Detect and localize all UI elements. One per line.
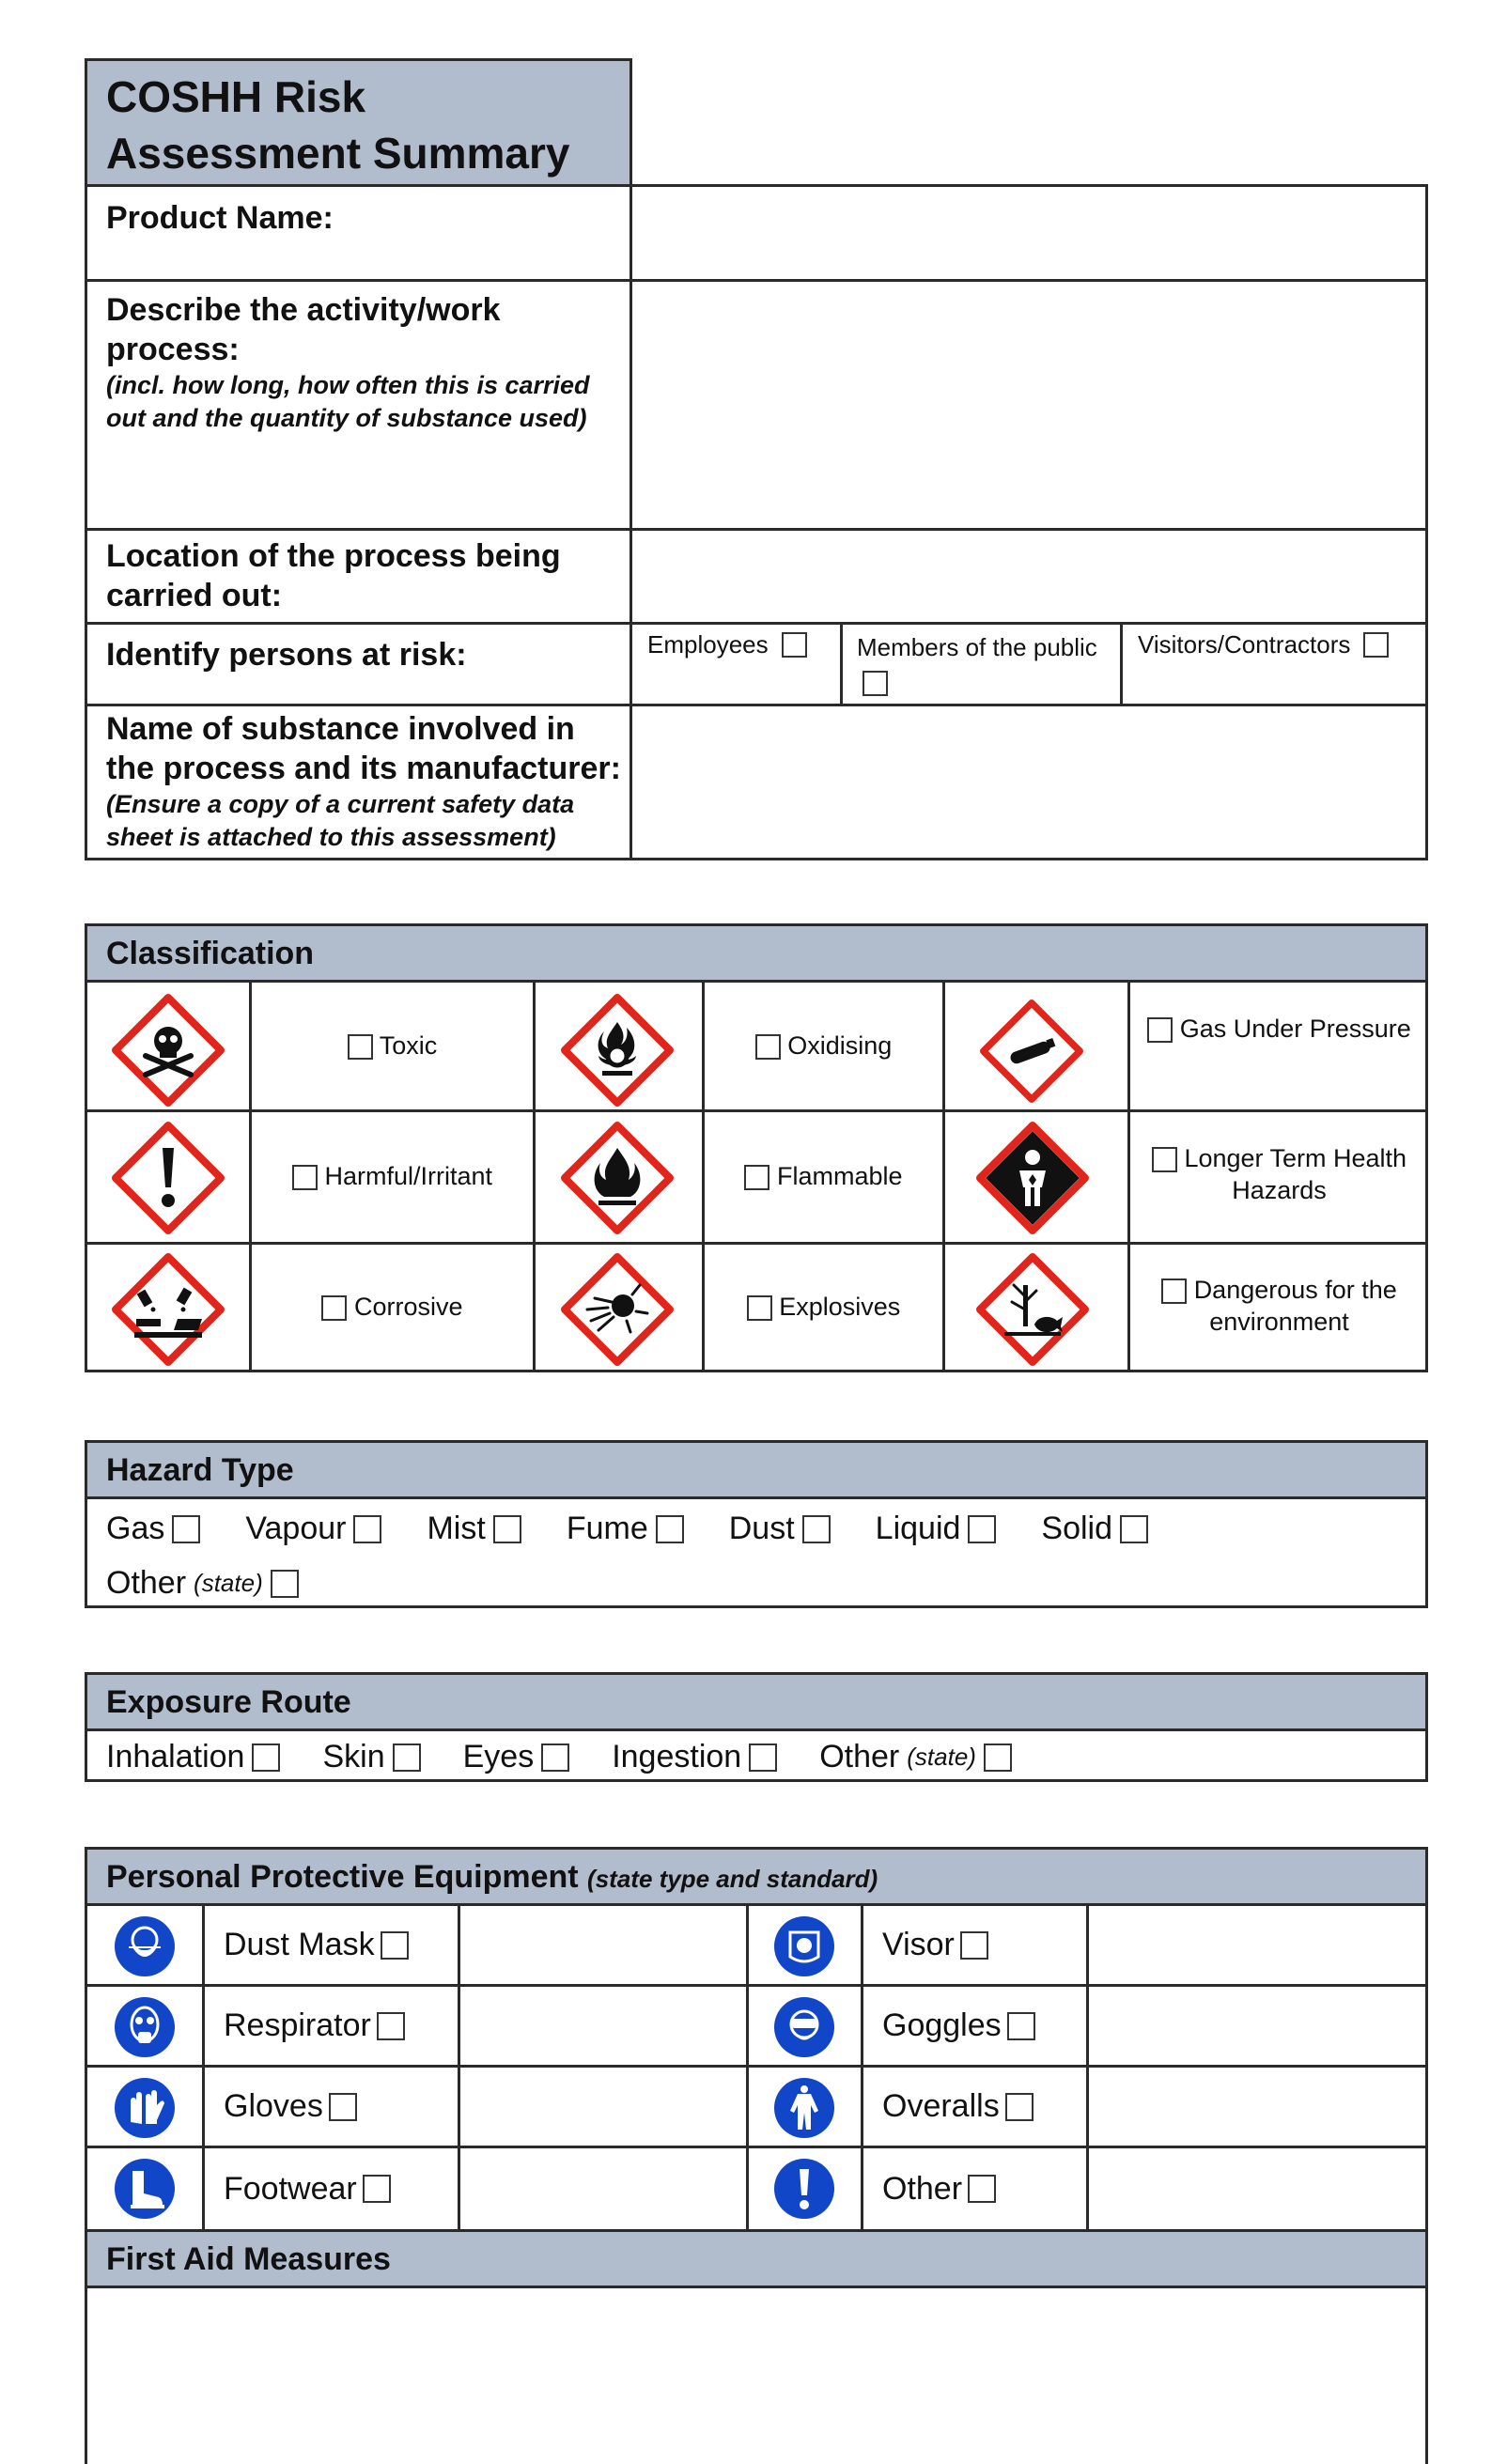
- mist-checkbox[interactable]: [493, 1515, 521, 1543]
- exposure-route-options: [106, 1739, 1012, 1775]
- ppe-other-checkbox[interactable]: [968, 2175, 996, 2203]
- flammable-checkbox[interactable]: [744, 1165, 769, 1190]
- route-skin[interactable]: Skin: [322, 1739, 420, 1775]
- activity-note: (incl. how long, how often this is carried out and the quantity of substance used): [106, 371, 590, 432]
- overalls-checkbox[interactable]: [1005, 2093, 1034, 2121]
- footwear-checkbox[interactable]: [363, 2175, 391, 2203]
- hazard-fume[interactable]: Fume: [567, 1511, 684, 1547]
- overalls-icon: [773, 2077, 835, 2139]
- environment-icon: [976, 1253, 1089, 1366]
- hazard-solid[interactable]: Solid: [1041, 1511, 1148, 1547]
- longer-term-health-option[interactable]: Longer Term Health Hazards: [1130, 1142, 1428, 1206]
- corrosive-option[interactable]: Corrosive: [252, 1291, 533, 1323]
- hazard-gas[interactable]: Gas: [106, 1511, 200, 1547]
- first-aid-field[interactable]: [85, 2286, 1428, 2464]
- health-hazard-icon: [976, 1122, 1089, 1234]
- gas-under-pressure-checkbox[interactable]: [1147, 1017, 1173, 1043]
- public-checkbox[interactable]: [863, 671, 888, 696]
- ppe-header: [85, 1847, 1428, 1906]
- ppe-overalls[interactable]: Overalls: [882, 2068, 1034, 2146]
- dust-mask-checkbox[interactable]: [381, 1931, 409, 1960]
- first-aid-header: [85, 2229, 1428, 2288]
- hazard-liquid[interactable]: Liquid: [876, 1511, 997, 1547]
- person-option-visitors[interactable]: Visitors/Contractors: [1138, 630, 1389, 659]
- activity-block: [106, 290, 614, 435]
- gloves-checkbox[interactable]: [329, 2093, 357, 2121]
- exploding-bomb-icon: [561, 1253, 674, 1366]
- visor-checkbox[interactable]: [960, 1931, 988, 1960]
- route-other-checkbox[interactable]: [984, 1743, 1012, 1772]
- hazard-type-header: [85, 1440, 1428, 1499]
- solid-checkbox[interactable]: [1120, 1515, 1148, 1543]
- exposure-route-header: [85, 1672, 1428, 1731]
- goggles-checkbox[interactable]: [1007, 2012, 1035, 2040]
- liquid-checkbox[interactable]: [968, 1515, 996, 1543]
- flame-icon: [561, 1122, 674, 1234]
- hazard-dust[interactable]: Dust: [729, 1511, 831, 1547]
- explosives-checkbox[interactable]: [747, 1295, 772, 1321]
- ppe-visor[interactable]: Visor: [882, 1906, 988, 1984]
- persons-label: Identify persons at risk:: [106, 637, 467, 673]
- respirator-icon: [114, 1996, 176, 2058]
- visor-icon: [773, 1915, 835, 1977]
- classification-title: Classification: [106, 936, 315, 971]
- dust-checkbox[interactable]: [802, 1515, 831, 1543]
- product-name-field[interactable]: [632, 187, 1428, 279]
- hazard-mist[interactable]: Mist: [427, 1511, 521, 1547]
- flame-over-circle-icon: [561, 994, 674, 1107]
- respirator-checkbox[interactable]: [377, 2012, 405, 2040]
- exposure-route-box: [85, 1728, 1428, 1782]
- toxic-option[interactable]: Toxic: [252, 1030, 533, 1062]
- dangerous-environment-checkbox[interactable]: [1161, 1278, 1187, 1304]
- title-box: [85, 58, 632, 187]
- longer-term-health-checkbox[interactable]: [1152, 1147, 1177, 1172]
- oxidising-checkbox[interactable]: [755, 1034, 781, 1060]
- substance-block: [106, 709, 628, 854]
- gas-cylinder-icon: [980, 1000, 1083, 1103]
- eyes-checkbox[interactable]: [541, 1743, 569, 1772]
- ppe-footwear[interactable]: Footwear: [224, 2148, 391, 2229]
- activity-field[interactable]: [632, 282, 1428, 528]
- route-eyes[interactable]: Eyes: [463, 1739, 570, 1775]
- route-inhalation[interactable]: Inhalation: [106, 1739, 280, 1775]
- gloves-icon: [114, 2077, 176, 2139]
- exclamation-icon: [773, 2158, 835, 2220]
- ppe-table: [85, 1903, 1428, 2232]
- corrosive-checkbox[interactable]: [321, 1295, 347, 1321]
- dust-mask-icon: [114, 1915, 176, 1977]
- corrosion-icon: [112, 1253, 225, 1366]
- explosives-option[interactable]: Explosives: [705, 1291, 942, 1323]
- ppe-goggles[interactable]: Goggles: [882, 1987, 1035, 2065]
- activity-label: Describe the activity/work process:: [106, 292, 501, 367]
- fume-checkbox[interactable]: [656, 1515, 684, 1543]
- ingestion-checkbox[interactable]: [749, 1743, 777, 1772]
- harmful-irritant-option[interactable]: Harmful/Irritant: [252, 1160, 533, 1192]
- page-title: COSHH Risk Assessment Summary: [106, 72, 570, 178]
- details-table: [85, 184, 1428, 860]
- route-ingestion[interactable]: Ingestion: [612, 1739, 777, 1775]
- hazard-type-options: [106, 1511, 1148, 1547]
- flammable-option[interactable]: Flammable: [705, 1160, 942, 1192]
- skin-checkbox[interactable]: [393, 1743, 421, 1772]
- boots-icon: [114, 2158, 176, 2220]
- first-aid-title: First Aid Measures: [106, 2241, 391, 2277]
- ppe-other[interactable]: Other: [882, 2148, 996, 2229]
- substance-field[interactable]: [632, 706, 1428, 858]
- substance-note: (Ensure a copy of a current safety data sheet is attached to this assessment): [106, 790, 575, 851]
- harmful-irritant-checkbox[interactable]: [292, 1165, 318, 1190]
- toxic-checkbox[interactable]: [348, 1034, 373, 1060]
- vapour-checkbox[interactable]: [353, 1515, 381, 1543]
- hazard-other-checkbox[interactable]: [271, 1570, 299, 1598]
- ppe-dust-mask[interactable]: Dust Mask: [224, 1906, 409, 1984]
- goggles-icon: [773, 1996, 835, 2058]
- skull-crossbones-icon: [112, 994, 225, 1107]
- visitors-checkbox[interactable]: [1363, 632, 1389, 658]
- employees-checkbox[interactable]: [782, 632, 807, 658]
- ppe-gloves[interactable]: Gloves: [224, 2068, 357, 2146]
- dangerous-environment-option[interactable]: Dangerous for the environment: [1130, 1274, 1428, 1338]
- person-option-employees[interactable]: Employees: [647, 630, 807, 659]
- exposure-route-title: Exposure Route: [106, 1684, 351, 1720]
- hazard-type-box: [85, 1496, 1428, 1608]
- gas-checkbox[interactable]: [172, 1515, 200, 1543]
- location-label: Location of the process being carried out:: [106, 538, 561, 613]
- exclamation-mark-icon: [112, 1122, 225, 1234]
- hazard-vapour[interactable]: Vapour: [245, 1511, 381, 1547]
- oxidising-option[interactable]: Oxidising: [705, 1030, 942, 1062]
- hazard-other[interactable]: Other (state): [106, 1565, 299, 1602]
- classification-header: [85, 923, 1428, 983]
- hazard-type-title: Hazard Type: [106, 1452, 294, 1488]
- gas-under-pressure-option[interactable]: Gas Under Pressure: [1130, 1013, 1428, 1045]
- ppe-respirator[interactable]: Respirator: [224, 1987, 405, 2065]
- classification-table: [85, 980, 1428, 1372]
- product-name-label: Product Name:: [106, 200, 334, 236]
- location-field[interactable]: [632, 531, 1428, 622]
- inhalation-checkbox[interactable]: [252, 1743, 280, 1772]
- substance-label: Name of substance involved in the process and its manufacturer:: [106, 711, 621, 786]
- person-option-public[interactable]: Members of the public: [857, 630, 1101, 698]
- ppe-title: Personal Protective Equipment (state type and standard): [106, 1859, 878, 1895]
- route-other[interactable]: Other (state): [819, 1739, 1012, 1775]
